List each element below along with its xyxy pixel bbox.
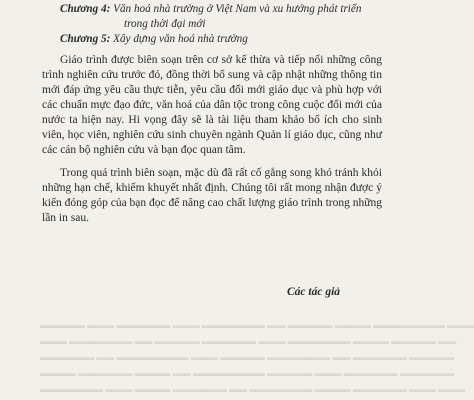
chapter-title: Văn hoá nhà trường ở Việt Nam và xu hướng phát triển trong thời đại mới [113, 3, 362, 30]
paragraph: Trong quá trình biên soạn, mặc dù đã rất cố gắng song khó tránh khỏi những hạn chế, khiếm khuyết nhất định. Chúng tôi rất mong nhận được ý kiến đóng góp của bạn đọc để nâng cao chất lượng giáo trình trong những lần in sau. [42, 167, 382, 224]
chapter-entry-5 [60, 32, 382, 47]
reverse-side-bleed: ▬▬▬ ▬▬▬▬▬▬▬ ▬▬ ▬▬▬▬▬ ▬▬▬▬▬▬ ▬▬▬ ▬▬▬▬▬▬▬ ▬▬▬▬ ▬▬▬▬▬ ▬▬ [40, 336, 457, 346]
paragraph: Giáo trình được biên soạn trên cơ sở kế thừa và tiếp nối những công trình nghiên cứu trước đó, đồng thời bổ sung và cập nhật những thông tin mới đáp ứng yêu cầu thực tiễn, yêu cầu đổi mới giáo dục và phù hợp với các chuẩn mực đạo đức, văn hoá của dân tộc trong công cuộc đổi mới của nước ta hiện nay. Hi vọng đây sẽ là tài liệu tham khảo bổ ích cho sinh viên, học viên, nghiên cứu sinh chuyên ngành Quản lí giáo dục, cũng như các cán bộ nghiên cứu và bạn đọc quan tâm. [42, 54, 382, 156]
reverse-side-bleed: ▬▬▬▬▬▬ ▬▬ ▬▬▬▬▬▬▬▬ ▬▬▬ ▬▬▬▬▬ ▬▬▬▬▬▬▬ ▬▬ ▬▬▬▬▬▬ ▬▬▬▬▬ [40, 352, 454, 362]
chapter-label: Chương 5: [60, 33, 111, 45]
reverse-side-bleed: ▬▬▬▬▬ ▬▬▬ ▬▬▬▬▬▬ ▬▬▬ ▬▬▬▬▬▬▬ ▬▬ ▬▬▬▬▬ ▬▬▬▬ ▬▬▬▬▬▬▬▬ ▬▬▬ [40, 320, 474, 330]
reverse-side-bleed: ▬▬▬▬ ▬▬▬▬▬▬ ▬▬▬▬ ▬▬ ▬▬▬▬▬▬▬▬ ▬▬▬▬▬ ▬▬▬ ▬▬▬▬▬▬ ▬▬▬▬▬▬ [40, 368, 454, 378]
chapter-label: Chương 4: [60, 3, 111, 15]
chapter-entry-4 [60, 2, 382, 32]
chapter-list [60, 2, 382, 47]
chapter-title: Xây dựng văn hoá nhà trường [113, 33, 248, 45]
reverse-side-bleed: ▬▬▬▬▬▬▬ ▬▬▬ ▬▬▬▬ ▬▬▬▬▬▬ ▬▬ ▬▬▬▬▬▬▬ ▬▬▬▬ ▬▬▬▬▬▬ ▬▬▬ ▬▬▬ [40, 384, 466, 394]
body-text [42, 53, 382, 232]
signature: Các tác giả [287, 286, 341, 298]
